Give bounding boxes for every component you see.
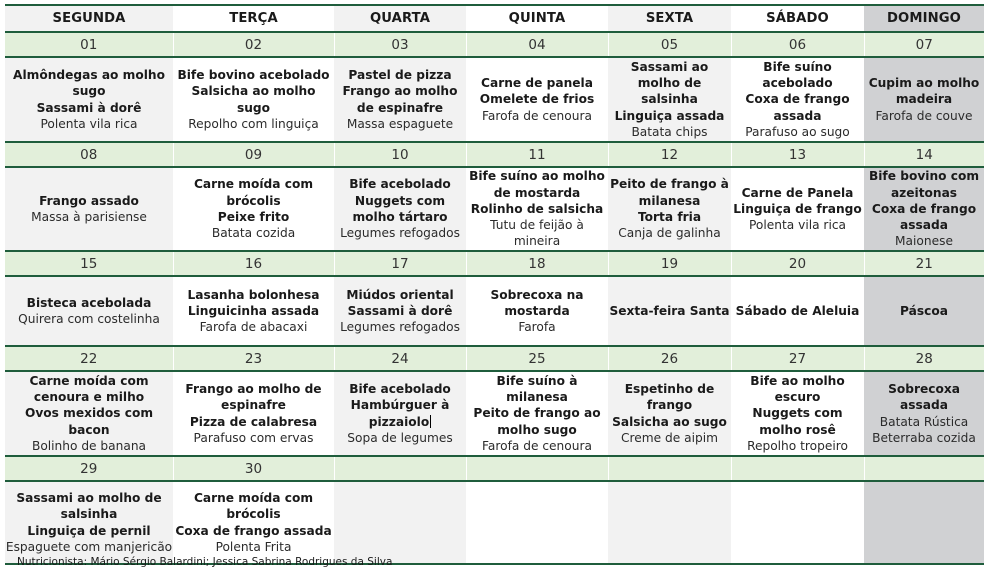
weekday-sexta: SEXTA	[608, 5, 731, 32]
main-dish: Sobrecoxa na mostarda	[490, 287, 584, 318]
date-cell: 21	[864, 251, 984, 276]
date-cell	[334, 456, 466, 481]
side-dish: Espaguete com manjericão	[5, 539, 173, 554]
meal-cell	[608, 481, 731, 564]
date-cell	[466, 456, 608, 481]
main-dish: Rolinho de salsicha	[470, 201, 604, 216]
side-dish: Legumes refogados	[340, 320, 460, 335]
weekday-domingo: DOMINGO	[864, 5, 984, 32]
side-dish: Repolho com linguiça	[188, 116, 319, 131]
meal-cell	[334, 57, 466, 142]
meal-cell	[864, 371, 984, 456]
main-dish: Salsicha ao molho sugo	[191, 84, 316, 115]
date-cell: 23	[173, 346, 334, 371]
side-dish: Repolho tropeiro	[747, 438, 848, 453]
date-cell: 11	[466, 142, 608, 167]
meal-cell	[5, 57, 173, 142]
side-dish: Polenta Frita	[215, 539, 292, 554]
meal-cell	[334, 276, 466, 346]
date-cell: 25	[466, 346, 608, 371]
side-dish: Parafuso ao sugo	[745, 124, 850, 139]
side-dish: Batata Rústica	[879, 414, 969, 429]
date-cell: 19	[608, 251, 731, 276]
side-dish: Farofa de cenoura	[482, 438, 592, 453]
meal-cell	[608, 276, 731, 346]
main-dish: Pastel de pizza	[348, 67, 452, 82]
main-dish: Sassami ao molho de salsinha	[630, 59, 709, 107]
main-dish: Hambúrguer à pizzaiolo	[350, 398, 450, 429]
date-cell: 16	[173, 251, 334, 276]
date-cell: 27	[731, 346, 864, 371]
date-cell: 03	[334, 32, 466, 57]
meal-row	[5, 276, 984, 346]
main-dish: Bife suíno à milanesa	[496, 373, 578, 405]
main-dish: Almôndegas ao molho sugo	[13, 67, 165, 99]
main-dish: Frango ao molho de espinafre	[342, 84, 458, 115]
meal-cell	[731, 276, 864, 346]
side-dish: Quirera com costelinha	[18, 312, 160, 326]
main-dish: Coxa de frango assada	[745, 92, 850, 123]
meal-row	[5, 481, 984, 564]
main-dish: Bife acebolado	[349, 381, 451, 396]
meal-cell	[864, 167, 984, 251]
meal-cell	[731, 167, 864, 251]
meal-cell	[466, 276, 608, 346]
meal-cell	[731, 57, 864, 142]
main-dish: Nuggets com molho tártaro	[352, 193, 448, 224]
meal-cell	[5, 371, 173, 456]
side-dish: Parafuso com ervas	[193, 430, 314, 445]
date-row	[5, 346, 984, 371]
meal-cell	[864, 481, 984, 564]
meal-row	[5, 167, 984, 251]
main-dish: Sassami à dorê	[36, 100, 142, 115]
meal-cell	[173, 481, 334, 564]
date-cell: 13	[731, 142, 864, 167]
date-row	[5, 32, 984, 57]
meal-cell	[173, 276, 334, 346]
meal-cell	[864, 276, 984, 346]
weekday-quinta: QUINTA	[466, 5, 608, 32]
main-dish: Linguicinha assada	[187, 303, 320, 318]
main-dish: Peixe frito	[217, 210, 290, 224]
main-dish: Páscoa	[900, 303, 948, 318]
side-dish: Legumes refogados	[340, 226, 460, 241]
date-cell: 04	[466, 32, 608, 57]
side-dish: Polenta vila rica	[40, 116, 138, 131]
main-dish: Sobrecoxa assada	[888, 381, 960, 413]
side-dish: Batata chips	[631, 124, 708, 139]
main-dish: Cupim ao molho madeira	[868, 76, 980, 107]
date-cell: 24	[334, 346, 466, 371]
main-dish: Sábado de Aleluia	[735, 303, 860, 318]
meal-cell	[608, 371, 731, 456]
main-dish: Sassami ao molho de salsinha	[16, 490, 162, 522]
main-dish: Linguiça assada	[614, 108, 725, 123]
meal-cell	[466, 481, 608, 564]
side-dish: Sopa de legumes	[347, 430, 453, 445]
date-row	[5, 142, 984, 167]
main-dish: Omelete de frios	[479, 92, 595, 107]
weekday-header-row	[5, 5, 984, 32]
date-cell: 26	[608, 346, 731, 371]
main-dish: Linguiça de pernil	[27, 523, 151, 538]
side-dish: Bolinho de banana	[31, 438, 147, 453]
meal-row	[5, 57, 984, 142]
main-dish: Carne moída com brócolis	[193, 177, 314, 208]
menu-table	[5, 4, 984, 565]
meal-cell	[608, 167, 731, 251]
meal-row	[5, 371, 984, 456]
date-cell	[731, 456, 864, 481]
date-cell: 18	[466, 251, 608, 276]
meal-cell	[466, 167, 608, 251]
side-dish: Polenta vila rica	[749, 218, 846, 233]
main-dish: Sexta-feira Santa	[609, 303, 730, 318]
meal-cell	[334, 371, 466, 456]
side-dish: Massa à parisiense	[31, 210, 147, 224]
date-cell: 06	[731, 32, 864, 57]
date-cell: 15	[5, 251, 173, 276]
date-cell: 09	[173, 142, 334, 167]
main-dish: Lasanha bolonhesa	[187, 287, 320, 302]
date-cell: 05	[608, 32, 731, 57]
meal-cell	[608, 57, 731, 142]
main-dish: Carne moída com cenoura e milho	[29, 373, 149, 405]
side-dish: Canja de galinha	[618, 226, 721, 241]
main-dish: Coxa de frango assada	[871, 201, 977, 233]
meal-cell	[5, 167, 173, 251]
meal-cell	[466, 57, 608, 142]
nutritionist-credit: Nutricionista: Mário Sérgio Balardini; Jessica Sabrina Rodrigues da Silva	[17, 556, 393, 568]
date-cell: 01	[5, 32, 173, 57]
date-cell: 17	[334, 251, 466, 276]
date-cell: 07	[864, 32, 984, 57]
weekday-segunda: SEGUNDA	[5, 5, 173, 32]
main-dish: Peito de frango ao molho sugo	[473, 406, 601, 437]
meal-cell	[173, 371, 334, 456]
main-dish: Bife bovino acebolado	[177, 67, 330, 82]
meal-cell	[864, 57, 984, 142]
main-dish: Sassami à dorê	[347, 303, 453, 318]
meal-cell	[5, 481, 173, 564]
side-dish: Maionese	[895, 234, 953, 249]
main-dish: Bife acebolado	[349, 177, 451, 192]
main-dish: Ovos mexidos com bacon	[24, 406, 154, 437]
main-dish: Carne de Panela	[741, 185, 854, 200]
main-dish: Bife bovino com azeitonas	[868, 169, 980, 200]
main-dish: Torta fria	[637, 210, 702, 224]
date-cell	[864, 456, 984, 481]
side-dish: Farofa de cenoura	[482, 108, 592, 123]
date-cell: 14	[864, 142, 984, 167]
main-dish: Bife suíno acebolado	[762, 59, 833, 91]
date-cell: 12	[608, 142, 731, 167]
meal-cell	[731, 371, 864, 456]
date-cell	[608, 456, 731, 481]
side-dish: Batata cozida	[211, 226, 296, 241]
date-cell: 02	[173, 32, 334, 57]
side-dish: Farofa de abacaxi	[199, 320, 308, 335]
main-dish: Carne moída com brócolis	[193, 490, 314, 522]
weekday-quarta: QUARTA	[334, 5, 466, 32]
side-dish: Creme de aipim	[621, 430, 718, 445]
main-dish: Peito de frango à milanesa	[610, 177, 729, 208]
meal-cell	[334, 167, 466, 251]
main-dish: Espetinho de frango	[624, 381, 715, 413]
meal-cell	[173, 167, 334, 251]
meal-cell	[731, 481, 864, 564]
menu-calendar	[5, 4, 984, 568]
weekday-terca: TERÇA	[173, 5, 334, 32]
date-cell: 22	[5, 346, 173, 371]
side-dish: Beterraba cozida	[872, 430, 976, 445]
main-dish: Frango ao molho de espinafre	[185, 381, 322, 413]
main-dish: Frango assado	[39, 193, 139, 208]
meal-cell	[466, 371, 608, 456]
meal-cell	[334, 481, 466, 564]
main-dish: Bisteca acebolada	[26, 295, 152, 310]
main-dish: Miúdos oriental	[346, 287, 454, 302]
main-dish: Carne de panela	[481, 76, 593, 91]
main-dish: Pizza de calabresa	[189, 414, 318, 429]
text-cursor	[430, 415, 431, 428]
date-row	[5, 251, 984, 276]
date-cell: 08	[5, 142, 173, 167]
meal-cell	[173, 57, 334, 142]
main-dish: Nuggets com molho rosê	[752, 406, 843, 437]
main-dish: Bife ao molho escuro	[750, 373, 845, 405]
weekday-sabado: SÁBADO	[731, 5, 864, 32]
date-row	[5, 456, 984, 481]
date-cell: 20	[731, 251, 864, 276]
date-cell: 28	[864, 346, 984, 371]
side-dish: Tutu de feijão à mineira	[490, 218, 584, 249]
side-dish: Farofa de couve	[875, 108, 973, 123]
date-cell: 30	[173, 456, 334, 481]
main-dish: Bife suíno ao molho de mostarda	[469, 169, 605, 200]
main-dish: Linguiça de frango	[733, 201, 862, 216]
side-dish: Massa espaguete	[346, 116, 454, 131]
main-dish: Coxa de frango assada	[175, 523, 332, 538]
date-cell: 29	[5, 456, 173, 481]
main-dish: Salsicha ao sugo	[612, 414, 727, 429]
meal-cell	[5, 276, 173, 346]
date-cell: 10	[334, 142, 466, 167]
side-dish: Farofa	[518, 320, 556, 335]
